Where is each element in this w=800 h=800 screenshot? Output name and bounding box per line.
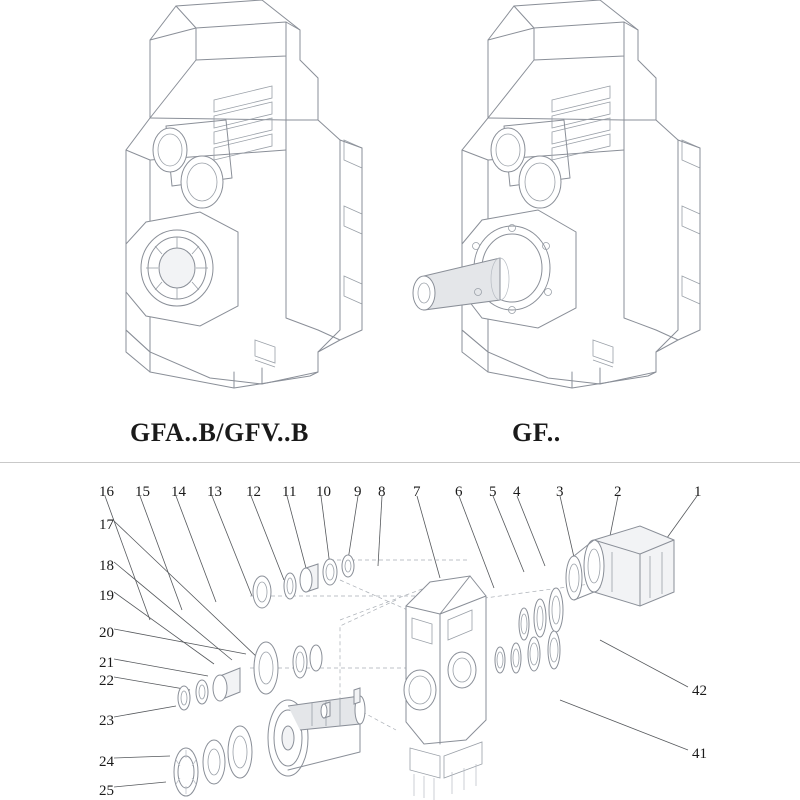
ring-stack-group <box>495 588 563 673</box>
callout-number-21: 21 <box>99 655 114 671</box>
caption-gf: GF.. <box>512 418 561 447</box>
callout-number-42: 42 <box>692 683 707 699</box>
callout-number-8: 8 <box>378 484 386 500</box>
callout-number-4: 4 <box>513 484 521 500</box>
callout-number-6: 6 <box>455 484 463 500</box>
callout-number-19: 19 <box>99 588 114 604</box>
callout-number-3: 3 <box>556 484 564 500</box>
callout-number-16: 16 <box>99 484 114 500</box>
gearbox-assembly-right <box>413 0 700 388</box>
callout-number-23: 23 <box>99 713 114 729</box>
callout-number-14: 14 <box>171 484 186 500</box>
callout-number-24: 24 <box>99 754 114 770</box>
exploded-assembly <box>105 496 697 800</box>
callout-number-25: 25 <box>99 783 114 799</box>
callout-number-2: 2 <box>614 484 622 500</box>
housing-group <box>340 576 486 800</box>
motor-adaptor-group <box>566 526 674 606</box>
callout-number-12: 12 <box>246 484 261 500</box>
callout-number-5: 5 <box>489 484 497 500</box>
callout-number-18: 18 <box>99 558 114 574</box>
output-gear-group <box>174 696 365 796</box>
small-parts-row <box>253 555 354 608</box>
callout-number-13: 13 <box>207 484 222 500</box>
callout-number-1: 1 <box>694 484 702 500</box>
gearbox-assembly-left <box>126 0 362 388</box>
callout-number-41: 41 <box>692 746 707 762</box>
callout-number-17: 17 <box>99 517 114 533</box>
callout-number-7: 7 <box>413 484 421 500</box>
callout-number-10: 10 <box>316 484 331 500</box>
callout-number-9: 9 <box>354 484 362 500</box>
caption-gfab-gfvb: GFA..B/GFV..B <box>130 418 309 447</box>
callout-number-22: 22 <box>99 673 114 689</box>
callout-number-11: 11 <box>282 484 297 500</box>
shaft-gear-group <box>178 642 322 710</box>
callout-number-20: 20 <box>99 625 114 641</box>
callout-number-15: 15 <box>135 484 150 500</box>
section-divider <box>0 462 800 463</box>
